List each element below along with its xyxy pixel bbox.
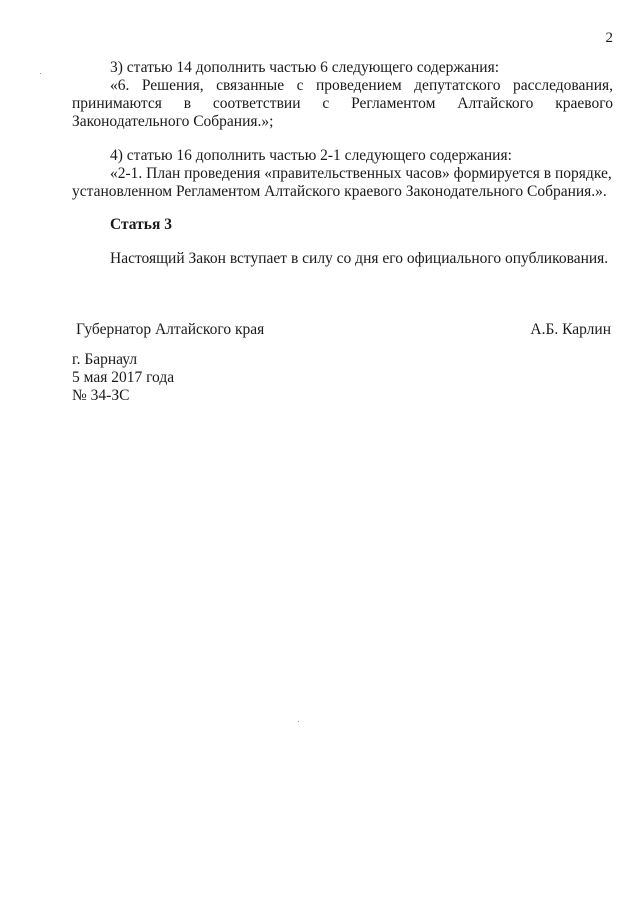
item-4-intro: 4) статью 16 дополнить частью 2-1 следующего содержания: [110, 147, 512, 164]
scan-speck [40, 73, 41, 74]
article-3-text: Настоящий Закон вступает в силу со дня его официального опубликования. [110, 250, 609, 267]
amendment-item-4 [72, 147, 613, 201]
issue-city: г. Барнаул [72, 351, 138, 368]
scan-speck [298, 721, 299, 722]
item-3-quote-line-2: принимаются в соответствии с Регламентом Алтайского краевого [72, 95, 613, 112]
article-3-heading: Статья 3 [110, 216, 172, 233]
item-4-quote-line-1: «2-1. План проведения «правительственных часов» формируется в порядке, [110, 165, 612, 182]
article-3 [72, 216, 613, 268]
issue-details [72, 351, 174, 405]
issue-date: 5 мая 2017 года [72, 369, 175, 386]
item-3-intro: 3) статью 14 дополнить частью 6 следующего содержания: [110, 59, 500, 76]
page-number: 2 [605, 30, 613, 46]
signatory-position: Губернатор Алтайского края [76, 321, 265, 338]
item-3-quote-line-1: «6. Решения, связанные с проведением депутатского расследования, [110, 77, 613, 94]
item-3-quote-line-3: Законодательного Собрания.»; [72, 113, 274, 130]
amendment-item-3 [72, 59, 613, 131]
item-4-quote-line-2: установленном Регламентом Алтайского краевого Законодательного Собрания.». [72, 183, 607, 200]
signatory-name: А.Б. Карлин [530, 321, 611, 338]
law-number: № 34-ЗС [72, 387, 130, 404]
